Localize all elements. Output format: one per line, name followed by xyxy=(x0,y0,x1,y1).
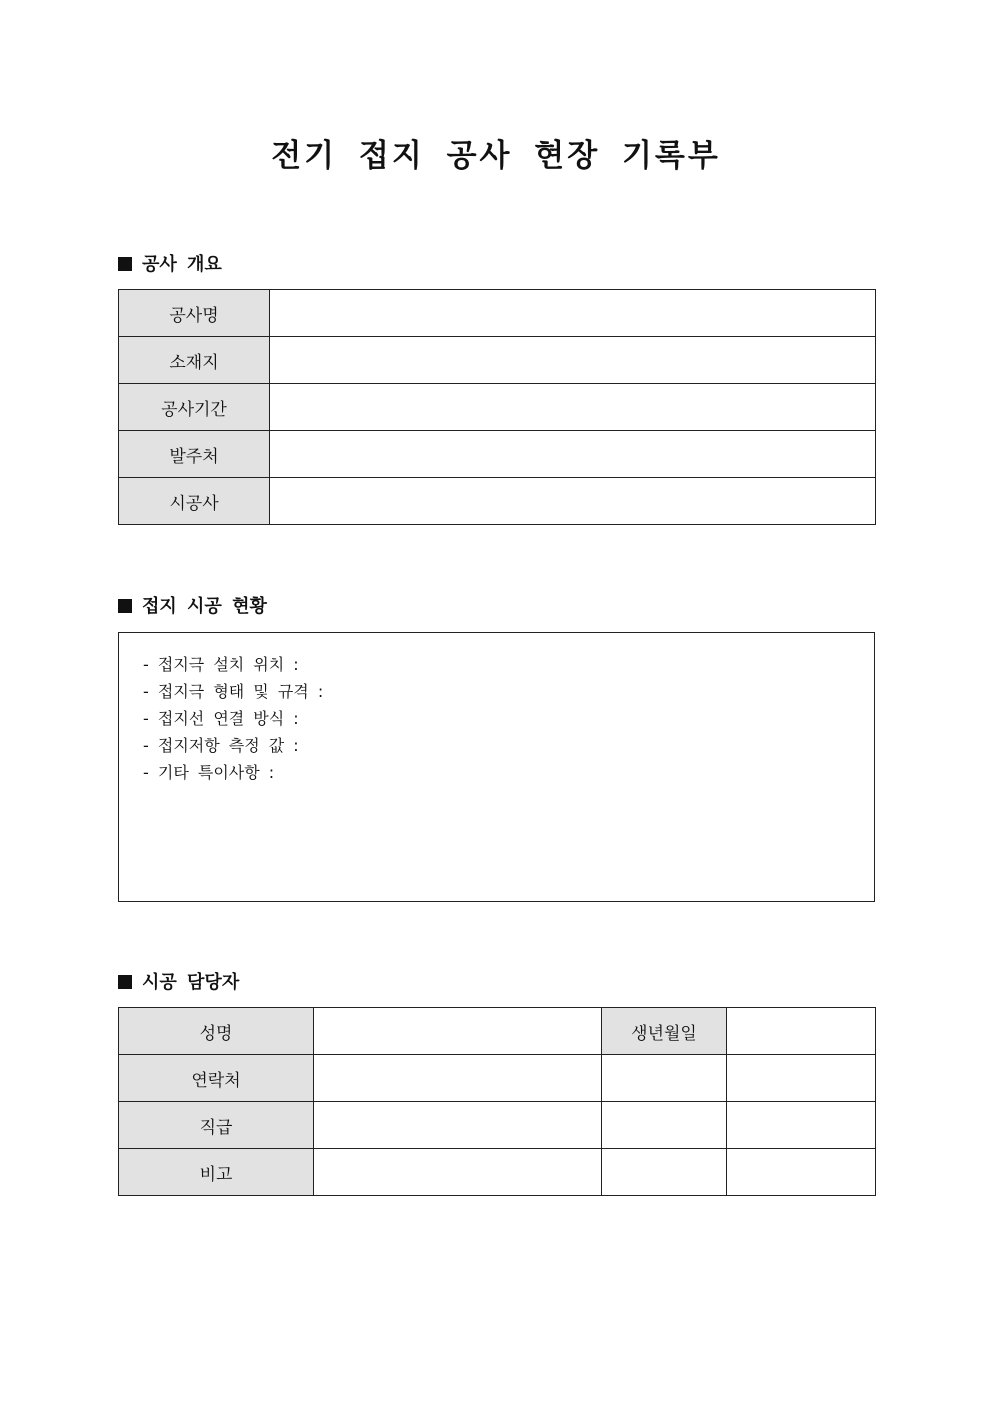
remarks-extra-cell[interactable] xyxy=(602,1149,727,1196)
position-extra-field[interactable] xyxy=(727,1102,876,1149)
table-row xyxy=(119,1102,876,1149)
client-label: 발주처 xyxy=(119,431,270,478)
client-field[interactable] xyxy=(270,431,876,478)
overview-heading-text: 공사 개요 xyxy=(142,254,222,275)
staff-name-field[interactable] xyxy=(314,1008,602,1055)
list-item: - 접지저항 측정 값 : xyxy=(143,736,299,755)
list-item: - 접지극 설치 위치 : xyxy=(143,655,299,674)
overview-table xyxy=(118,289,876,525)
position-label: 직급 xyxy=(119,1102,314,1149)
contractor-label: 시공사 xyxy=(119,478,270,525)
birthdate-field[interactable] xyxy=(727,1008,876,1055)
table-row xyxy=(119,337,876,384)
remarks-extra-field[interactable] xyxy=(727,1149,876,1196)
grounding-item-list xyxy=(119,633,874,786)
contractor-field[interactable] xyxy=(270,478,876,525)
table-row xyxy=(119,290,876,337)
remarks-label: 비고 xyxy=(119,1149,314,1196)
table-row xyxy=(119,1149,876,1196)
contact-extra-field[interactable] xyxy=(727,1055,876,1102)
table-row xyxy=(119,1055,876,1102)
square-bullet-icon xyxy=(118,257,132,271)
square-bullet-icon xyxy=(118,975,132,989)
list-item: - 기타 특이사항 : xyxy=(143,763,275,782)
grounding-heading xyxy=(118,594,267,620)
document-title: 전기 접지 공사 현장 기록부 xyxy=(271,138,721,174)
table-row xyxy=(119,478,876,525)
staff-table xyxy=(118,1007,876,1196)
period-label: 공사기간 xyxy=(119,384,270,431)
project-name-field[interactable] xyxy=(270,290,876,337)
contact-extra-cell[interactable] xyxy=(602,1055,727,1102)
position-field[interactable] xyxy=(314,1102,602,1149)
staff-name-label: 성명 xyxy=(119,1008,314,1055)
position-extra-cell[interactable] xyxy=(602,1102,727,1149)
square-bullet-icon xyxy=(118,599,132,613)
project-name-label: 공사명 xyxy=(119,290,270,337)
period-field[interactable] xyxy=(270,384,876,431)
table-row xyxy=(119,431,876,478)
location-label: 소재지 xyxy=(119,337,270,384)
staff-heading xyxy=(118,970,239,996)
list-item: - 접지극 형태 및 규격 : xyxy=(143,682,324,701)
birthdate-label: 생년월일 xyxy=(602,1008,727,1055)
table-row xyxy=(119,384,876,431)
contact-field[interactable] xyxy=(314,1055,602,1102)
location-field[interactable] xyxy=(270,337,876,384)
overview-heading xyxy=(118,252,222,278)
grounding-status-box[interactable] xyxy=(118,632,875,902)
staff-heading-text: 시공 담당자 xyxy=(142,972,240,993)
table-row xyxy=(119,1008,876,1055)
list-item: - 접지선 연결 방식 : xyxy=(143,709,299,728)
grounding-heading-text: 접지 시공 현황 xyxy=(142,596,267,617)
contact-label: 연락처 xyxy=(119,1055,314,1102)
remarks-field[interactable] xyxy=(314,1149,602,1196)
